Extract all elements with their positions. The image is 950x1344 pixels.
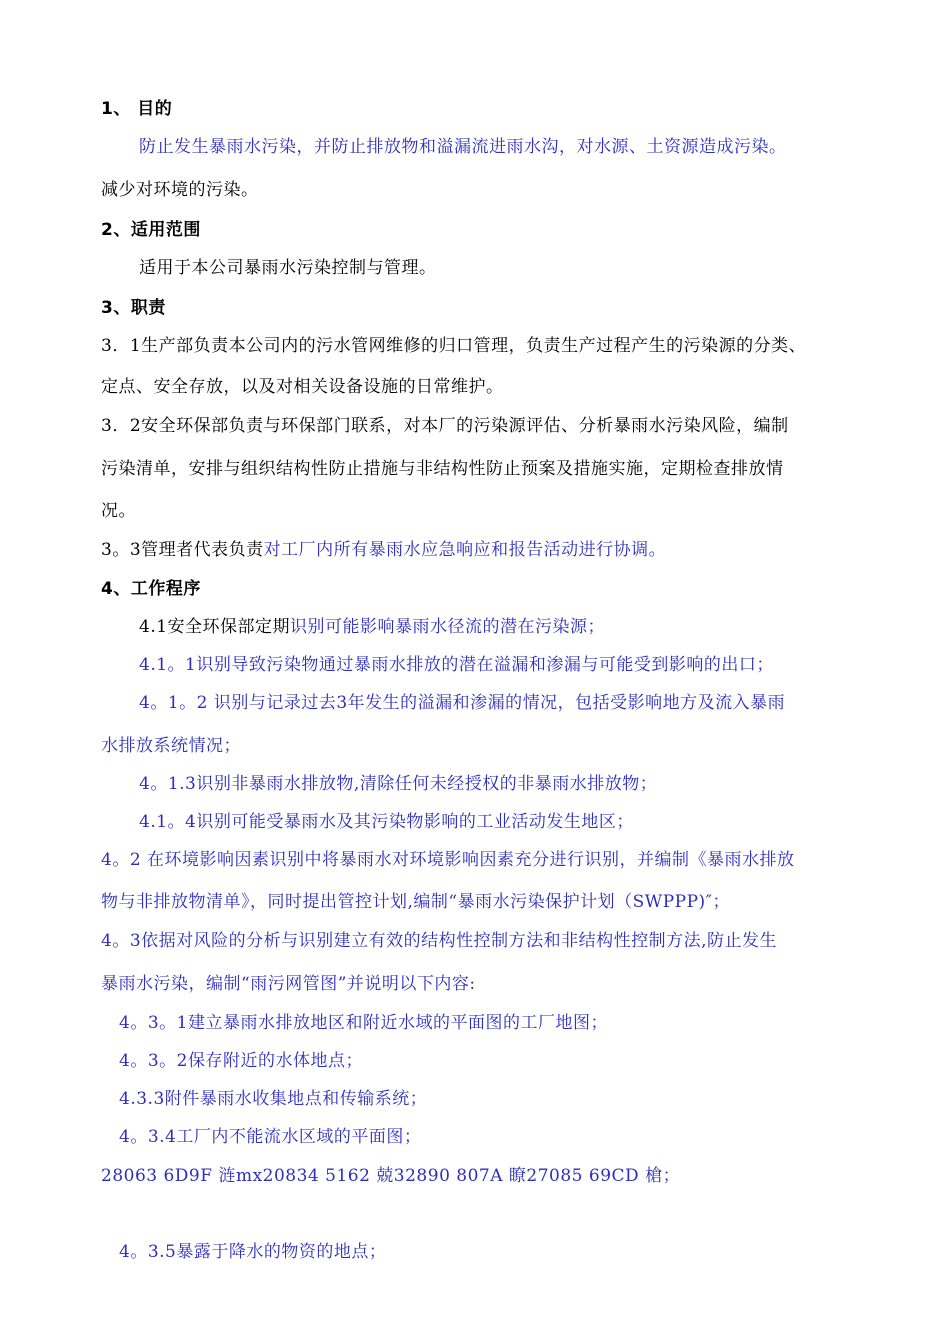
section-1-paragraph-line-2: 减少对环境的污染。 xyxy=(101,180,259,200)
section-4-line-4: 水排放系统情况； xyxy=(101,736,241,756)
section-3-title: 3、职责 xyxy=(101,298,166,318)
section-3-line-6-highlight: 对工厂内所有暴雨水应急响应和报告活动进行协调。 xyxy=(263,540,667,560)
section-4-line-13: 4.3.3附件暴雨水收集地点和传输系统； xyxy=(119,1089,428,1109)
section-4-line-9: 4。3依据对风险的分析与识别建立有效的结构性控制方法和非结构性控制方法,防止发生 xyxy=(101,931,778,951)
section-4-line-14: 4。3.4工厂内不能流水区域的平面图； xyxy=(119,1127,422,1147)
section-4-line-16: 4。3.5暴露于降水的物资的地点； xyxy=(119,1242,387,1262)
section-4-line-5: 4。1.3识别非暴雨水排放物,清除任何未经授权的非暴雨水排放物； xyxy=(139,774,658,794)
section-3-line-1: 3．1生产部负责本公司内的污水管网维修的归口管理，负责生产过程产生的污染源的分类、 xyxy=(101,336,807,356)
section-4-line-12: 4。3。2保存附近的水体地点； xyxy=(119,1051,363,1071)
section-1-paragraph-line-1: 防止发生暴雨水污染，并防止排放物和溢漏流进雨水沟，对水源、土资源造成污染。 xyxy=(139,137,787,157)
section-4-line-3: 4。1。2 识别与记录过去3年发生的溢漏和渗漏的情况，包括受影响地方及流入暴雨 xyxy=(139,693,786,713)
section-4-title: 4、工作程序 xyxy=(101,579,201,599)
section-3-line-6 xyxy=(101,539,666,561)
section-4-line-11: 4。3。1建立暴雨水排放地区和附近水域的平面图的工厂地图； xyxy=(119,1013,608,1033)
section-3-line-3: 3．2安全环保部负责与环保部门联系，对本厂的污染源评估、分析暴雨水污染风险，编制 xyxy=(101,416,789,436)
section-2-title: 2、适用范围 xyxy=(101,220,201,240)
section-3-line-5: 况。 xyxy=(101,501,136,521)
section-4-line-15: 28063 6D9F 涟mx20834 5162 兢32890 807A 瞭27085 69CD 槍； xyxy=(101,1166,681,1186)
section-4-line-1-lead: 4.1安全环保部定期 xyxy=(139,617,291,637)
section-4-line-1-highlight: 识别可能影响暴雨水径流的潜在污染源； xyxy=(290,617,606,637)
section-3-line-4: 污染清单，安排与组织结构性防止措施与非结构性防止预案及措施实施，定期检查排放情 xyxy=(101,459,784,479)
section-3-line-6-lead: 3。3管理者代表负责 xyxy=(101,540,264,560)
section-4-line-1 xyxy=(139,616,605,638)
section-2-paragraph: 适用于本公司暴雨水污染控制与管理。 xyxy=(139,258,437,278)
section-1-title: 1、 目的 xyxy=(101,99,173,119)
section-4-line-10: 暴雨水污染，编制“雨污网管图”并说明以下内容: xyxy=(101,974,476,994)
section-4-line-2: 4.1。1识别导致污染物通过暴雨水排放的潜在溢漏和渗漏与可能受到影响的出口； xyxy=(139,655,774,675)
section-3-line-2: 定点、安全存放，以及对相关设备设施的日常维护。 xyxy=(101,377,504,397)
section-4-line-6: 4.1。4识别可能受暴雨水及其污染物影响的工业活动发生地区； xyxy=(139,812,634,832)
section-4-line-8: 物与非排放物清单》，同时提出管控计划,编制“暴雨水污染保护计划（SWPPP)″； xyxy=(101,892,731,912)
section-4-line-7: 4。2 在环境影响因素识别中将暴雨水对环境影响因素充分进行识别，并编制《暴雨水排放 xyxy=(101,850,795,870)
